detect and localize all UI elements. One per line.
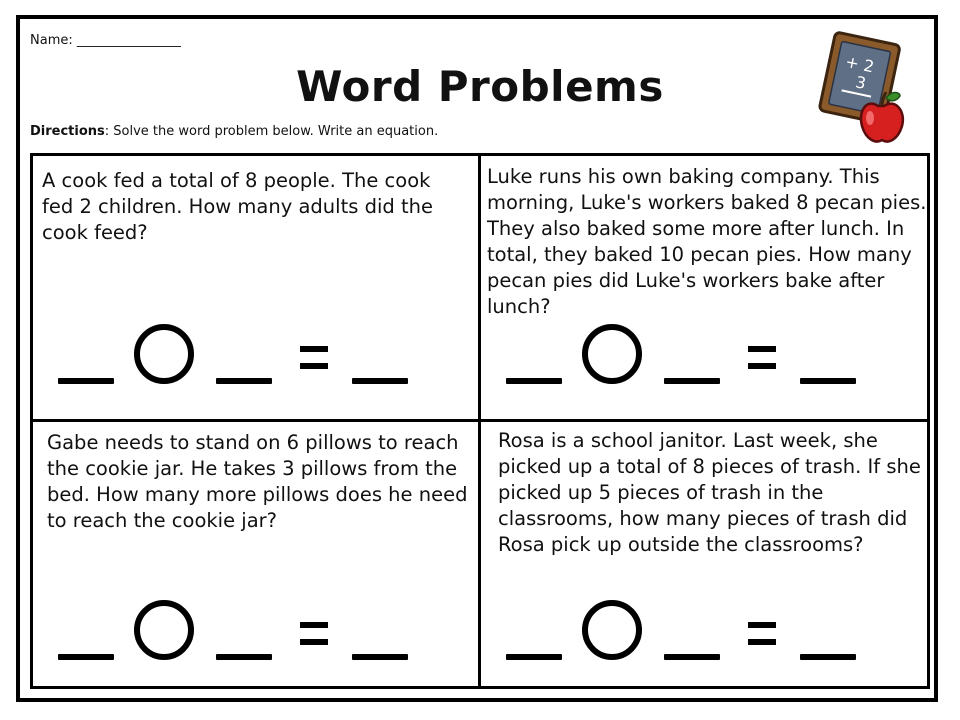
equation-3 — [58, 596, 418, 676]
grid-divider-horizontal — [30, 419, 930, 422]
chalkboard-text-top: + 2 — [843, 51, 876, 77]
chalkboard-icon — [812, 26, 908, 146]
equation-4 — [506, 596, 866, 676]
equation-3-answer-blank[interactable] — [352, 654, 408, 660]
equation-3-equals-sign — [300, 622, 328, 646]
equation-3-operator-circle[interactable] — [134, 600, 194, 660]
equation-2-blank-1[interactable] — [506, 378, 562, 384]
problem-2-text: Luke runs his own baking company. This morning, Luke's workers baked 8 pecan pies. They also baked some more after lunch. In total, they baked 10 pecan pies. How many pecan pies did Luke's workers bake after lunch? — [487, 165, 927, 318]
equation-2-equals-sign — [748, 346, 776, 370]
name-field[interactable]: Name: ________________ — [30, 33, 181, 48]
equation-4-answer-blank[interactable] — [800, 654, 856, 660]
equation-3-blank-2[interactable] — [216, 654, 272, 660]
problem-4-text: Rosa is a school janitor. Last week, she picked up a total of 8 pieces of trash. If she picked up 5 pieces of trash in the classrooms, how many pieces of trash did Rosa pick up outside the classrooms? — [498, 429, 921, 556]
equation-1-blank-2[interactable] — [216, 378, 272, 384]
problem-3-text: Gabe needs to stand on 6 pillows to reach the cookie jar. He takes 3 pillows from the bed. How many more pillows does he need to reach the cookie jar? — [47, 431, 468, 532]
equation-1-blank-1[interactable] — [58, 378, 114, 384]
problem-1-text: A cook fed a total of 8 people. The cook fed 2 children. How many adults did the cook feed? — [42, 169, 433, 244]
directions-label: Directions — [30, 124, 105, 139]
equation-1 — [58, 320, 418, 400]
equation-2-blank-2[interactable] — [664, 378, 720, 384]
directions-text: : Solve the word problem below. Write an equation. — [104, 124, 439, 139]
directions — [30, 124, 438, 139]
equation-4-blank-2[interactable] — [664, 654, 720, 660]
equation-4-equals-sign — [748, 622, 776, 646]
equation-4-blank-1[interactable] — [506, 654, 562, 660]
chalkboard-text-bottom: 3 — [853, 72, 868, 94]
equation-1-answer-blank[interactable] — [352, 378, 408, 384]
equation-2-operator-circle[interactable] — [582, 324, 642, 384]
equation-3-blank-1[interactable] — [58, 654, 114, 660]
equation-1-equals-sign — [300, 346, 328, 370]
equation-4-operator-circle[interactable] — [582, 600, 642, 660]
equation-2-answer-blank[interactable] — [800, 378, 856, 384]
page-title: Word Problems — [296, 62, 664, 111]
equation-1-operator-circle[interactable] — [134, 324, 194, 384]
equation-2 — [506, 320, 866, 400]
